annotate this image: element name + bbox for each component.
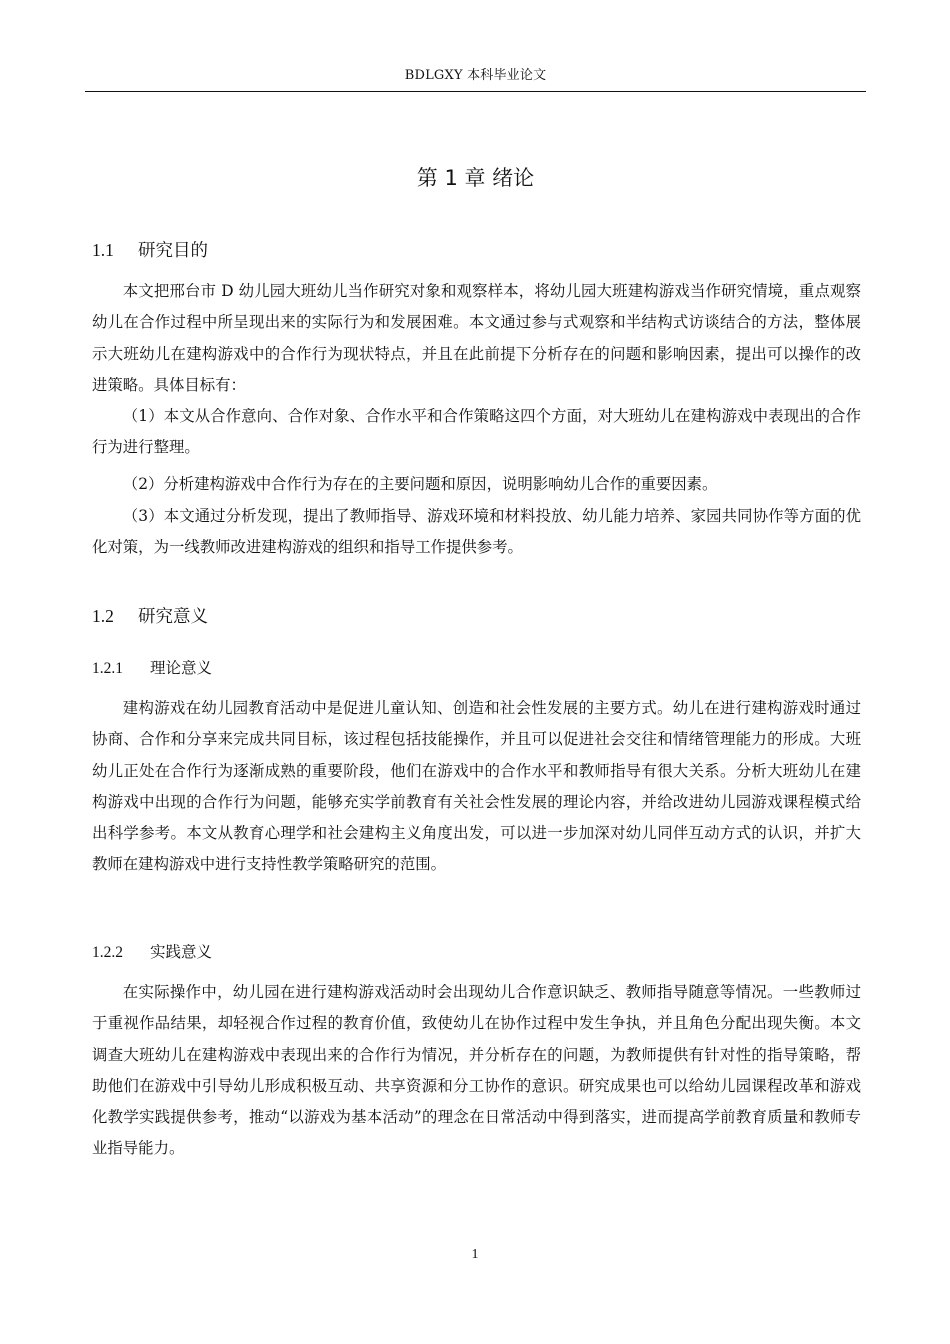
section-heading-1-1 — [92, 237, 208, 264]
section-heading-1-2 — [92, 603, 208, 630]
subsection-number: 1.2.1 — [92, 660, 123, 677]
section-title: 研究意义 — [138, 607, 208, 627]
header-rule — [85, 91, 866, 92]
subsection-number: 1.2.2 — [92, 944, 123, 961]
list-item-goal-1: （1）本文从合作意向、合作对象、合作水平和合作策略这四个方面，对大班幼儿在建构游戏中表现出的合作行为进行整理。 — [92, 407, 861, 457]
list-item-goal-2: （2）分析建构游戏中合作行为存在的主要问题和原因，说明影响幼儿合作的重要因素。 — [122, 475, 718, 493]
subsection-heading-1-2-2 — [92, 940, 212, 965]
chapter-title: 第 1 章 绪论 — [416, 166, 535, 190]
section-title: 研究目的 — [138, 241, 208, 261]
section-number: 1.2 — [92, 606, 114, 626]
section-number: 1.1 — [92, 240, 114, 260]
list-item-goal-3: （3）本文通过分析发现，提出了教师指导、游戏环境和材料投放、幼儿能力培养、家园共同协作等方面的优化对策，为一线教师改进建构游戏的组织和指导工作提供参考。 — [92, 507, 861, 557]
page-number: 1 — [471, 1247, 479, 1262]
paragraph-theoretical-significance: 建构游戏在幼儿园教育活动中是促进儿童认知、创造和社会性发展的主要方式。幼儿在进行建构游戏时通过协商、合作和分享来完成共同目标，该过程包括技能操作，并且可以促进社会交往和情绪管理能力的形成。大班幼儿正处在合作行为逐渐成熟的重要阶段，他们在游戏中的合作水平和教师指导有很大关系。分析大班幼儿在建构游戏中出现的合作行为问题，能够充实学前教育有关社会性发展的理论内容，并给改进幼儿园游戏课程模式给出科学参考。本文从教育心理学和社会建构主义角度出发，可以进一步加深对幼儿同伴互动方式的认识，并扩大教师在建构游戏中进行支持性教学策略研究的范围。 — [92, 699, 861, 874]
subsection-title: 理论意义 — [150, 659, 213, 677]
subsection-title: 实践意义 — [150, 943, 213, 961]
paragraph-practical-significance: 在实际操作中，幼儿园在进行建构游戏活动时会出现幼儿合作意识缺乏、教师指导随意等情况。一些教师过于重视作品结果，却轻视合作过程的教育价值，致使幼儿在协作过程中发生争执，并且角色分配出现失衡。本文调查大班幼儿在建构游戏中表现出来的合作行为情况，并分析存在的问题，为教师提供有针对性的指导策略，帮助他们在游戏中引导幼儿形成积极互动、共享资源和分工协作的意识。研究成果也可以给幼儿园课程改革和游戏化教学实践提供参考，推动“以游戏为基本活动”的理念在日常活动中得到落实，进而提高学前教育质量和教师专业指导能力。 — [92, 983, 861, 1158]
subsection-heading-1-2-1 — [92, 656, 212, 681]
running-header: BDLGXY 本科毕业论文 — [404, 68, 547, 83]
paragraph-research-purpose: 本文把邢台市 D 幼儿园大班幼儿当作研究对象和观察样本，将幼儿园大班建构游戏当作研究情境，重点观察幼儿在合作过程中所呈现出来的实际行为和发展困难。本文通过参与式观察和半结构式访谈结合的方法，整体展示大班幼儿在建构游戏中的合作行为现状特点，并且在此前提下分析存在的问题和影响因素，提出可以操作的改进策略。具体目标有： — [92, 282, 861, 394]
